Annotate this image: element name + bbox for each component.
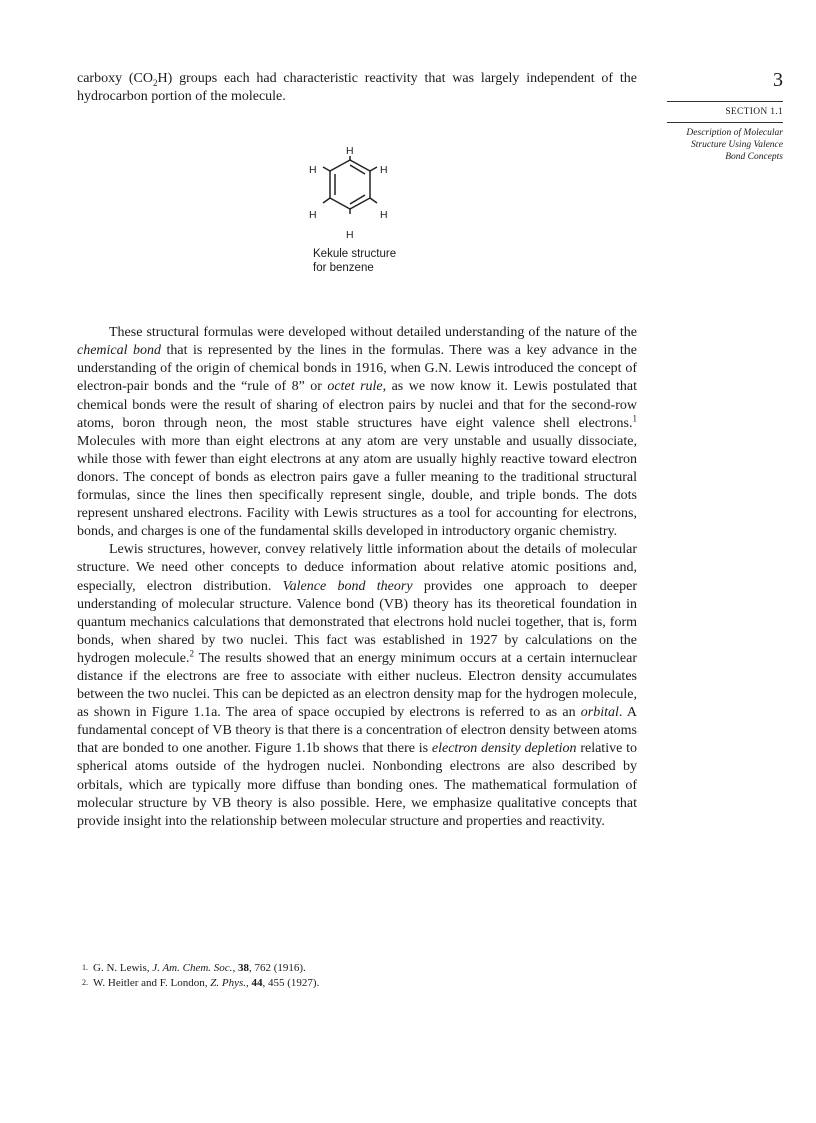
footnote: $^{1.}$ G. N. Lewis, J. Am. Chem. Soc., 38, 762 (1916). <box>82 962 306 974</box>
footnote: $^{2.}$ W. Heitler and F. London, Z. Phys., 44, 455 (1927). <box>82 977 320 989</box>
section-description <box>660 127 783 163</box>
benzene-bonds <box>323 156 377 214</box>
paragraph-valence-bond: Lewis structures, however, convey relatively little information about the details of molecular structure. We need other concepts to deduce information about relative atomic positions and, especially, electron distribution. Valence bond theory provides one approach to deeper understanding of molecular structure. Valence bond (VB) theory has its theoretical foundation in quantum mechanics calculations that demonstrated that electrons hold nuclei together, that is, form bonds, when shared by two nuclei. This fact was established in 1927 by calculations on the hydrogen molecule.$^2$ The results showed that an energy minimum occurs at a certain internuclear distance if the electrons are free to associate with either nucleus. Electron density accumulates between the two nuclei. This can be depicted as an electron density map for the hydrogen molecule, as shown in Figure 1.1a. The area of space occupied by electrons is referred to as an orbital. A fundamental concept of VB theory is that there is a concentration of electron density between atoms that are bonded to one another. Figure 1.1b shows that there is electron density depletion relative to spherical atoms outside of the hydrogen nuclei. Nonbonding electrons are also described by orbitals, which are typically more diffuse than bonding ones. The mathematical formulation of molecular structure by VB theory is also possible. Here, we emphasize qualitative concepts that provide insight into the relationship between molecular structure and properties and reactivity. <box>77 542 637 829</box>
sidebar-rule-bottom <box>667 122 783 123</box>
section-description-line: Bond Concepts <box>725 152 783 162</box>
hydrogen-atom-label: H <box>380 209 388 221</box>
paragraph-chemical-bond: These structural formulas were developed without detailed understanding of the nature of the chemical bond that is represented by the lines in the formulas. There was a key advance in the understanding of the origin of chemical bonds in 1916, when G.N. Lewis introduced the concept of electron-pair bonds and the “rule of 8” or octet rule, as we now know it. Lewis postulated that chemical bonds were the result of sharing of electron pairs by nuclei and that for the second-row atoms, boron through neon, the most stable structures have eight valence shell electrons.$^1$ Molecules with more than eight electrons at any atom are very unstable and usually dissociate, while those with fewer than eight electrons at any atom are usually highly reactive toward electron donors. The concept of bonds as electron pairs gave a fuller meaning to the traditional structural formulas, since the lines then specifically represent single, double, and triple bonds. The dots represent unshared electrons. Facility with Lewis structures as a tool for accounting for electrons, bonds, and charges is one of the fundamental skills developed in introductory organic chemistry. <box>77 325 638 540</box>
footnotes <box>82 961 582 991</box>
hydrogen-atom-label: H <box>346 145 354 157</box>
intro-paragraph: carboxy $(CO_2H)$ groups each had characteristic reactivity that was largely independent of the hydrocarbon portion of the molecule. <box>77 71 637 105</box>
figure-caption-line: Kekule structure <box>313 248 397 260</box>
hydrogen-atom-label: H <box>380 164 388 176</box>
page-number: 3 <box>773 69 783 91</box>
section-label: SECTION 1.1 <box>725 107 783 117</box>
ch-bond <box>370 167 377 171</box>
sidebar-rule-top <box>667 101 783 102</box>
ring-bond <box>350 198 370 209</box>
hydrogen-atom-label: H <box>346 229 354 241</box>
ring-bond <box>350 160 370 171</box>
section-description-line: Structure Using Valence <box>691 140 783 150</box>
ch-bond <box>323 167 330 171</box>
ch-bond <box>323 198 330 203</box>
figure-caption <box>313 248 443 275</box>
ch-bond <box>370 198 377 203</box>
figure-caption-line: for benzene <box>313 261 374 274</box>
ring-bond <box>330 160 350 171</box>
ring-bond <box>330 198 350 209</box>
hydrogen-atom-label: H <box>309 209 317 221</box>
hydrogen-atom-label: H <box>309 164 317 176</box>
benzene-structure-diagram <box>300 140 440 250</box>
section-description-line: Description of Molecular <box>686 128 783 138</box>
